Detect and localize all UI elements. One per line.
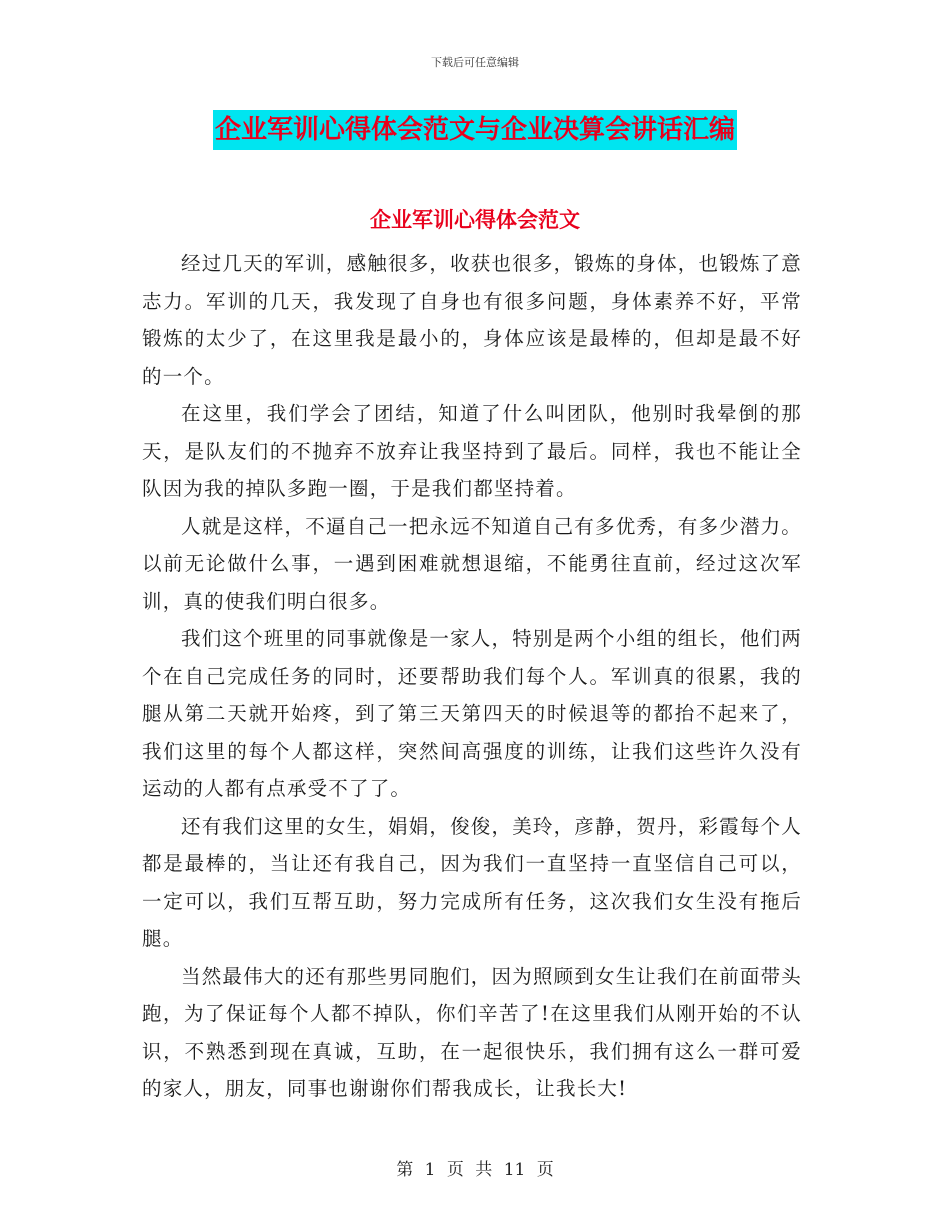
paragraph: 还有我们这里的女生，娟娟，俊俊，美玲，彦静，贺丹，彩霞每个人都是最棒的，当让还有我自己，因为我们一直坚持一直坚信自己可以，一定可以，我们互帮互助，努力完成所有任务，这次我们女生没有拖后腿。 bbox=[142, 814, 803, 950]
paragraph: 人就是这样，不逼自己一把永远不知道自己有多优秀，有多少潜力。以前无论做什么事，一遇到困难就想退缩，不能勇往直前，经过这次军训，真的使我们明白很多。 bbox=[142, 514, 803, 613]
document-title: 企业军训心得体会范文与企业决算会讲话汇编 bbox=[213, 110, 737, 150]
document-title-wrapper bbox=[0, 110, 950, 150]
header-note: 下载后可任意编辑 bbox=[431, 56, 519, 69]
paragraph: 当然最伟大的还有那些男同胞们，因为照顾到女生让我们在前面带头跑，为了保证每个人都不掉队，你们辛苦了!在这里我们从刚开始的不认识，不熟悉到现在真诚，互助，在一起很快乐，我们拥有这么一群可爱的家人，朋友，同事也谢谢你们帮我成长，让我长大! bbox=[142, 964, 803, 1100]
document-body bbox=[142, 245, 802, 1108]
paragraph: 在这里，我们学会了团结，知道了什么叫团队，他别时我晕倒的那天，是队友们的不抛弃不放弃让我坚持到了最后。同样，我也不能让全队因为我的掉队多跑一圈，于是我们都坚持着。 bbox=[142, 402, 802, 500]
paragraph: 经过几天的军训，感触很多，收获也很多，锻炼的身体，也锻炼了意志力。军训的几天，我发现了自身也有很多问题，身体素养不好，平常锻炼的太少了，在这里我是最小的，身体应该是最棒的，但却是最不好的一个。 bbox=[142, 252, 803, 388]
section-title: 企业军训心得体会范文 bbox=[370, 207, 580, 232]
paragraph: 我们这个班里的同事就像是一家人，特别是两个小组的组长，他们两个在自己完成任务的同时，还要帮助我们每个人。军训真的很累，我的腿从第二天就开始疼，到了第三天第四天的时候退等的都抬不起来了，我们这里的每个人都这样，突然间高强度的训练，让我们这些许久没有运动的人都有点承受不了了。 bbox=[142, 627, 803, 800]
page-number-footer: 第 1 页 共 11 页 bbox=[396, 1160, 554, 1180]
